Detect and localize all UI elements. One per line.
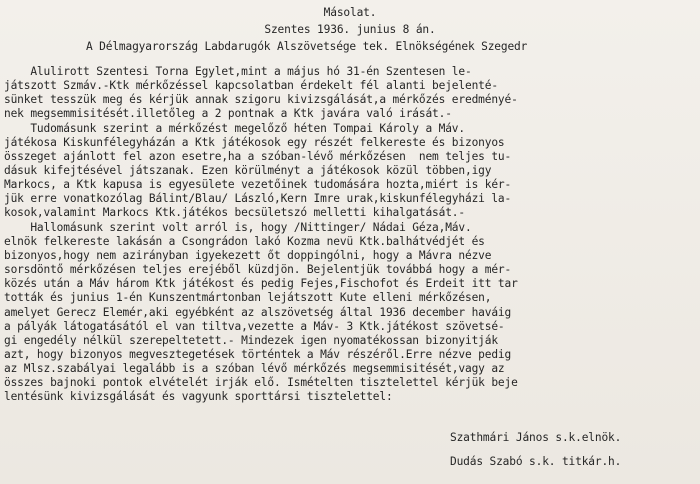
- document-heading: Másolat.: [323, 6, 377, 19]
- body-line: közés után a Máv három Ktk játékost és pedig Fejes,Fischofot és Erdeit itt tar: [4, 277, 518, 290]
- body-line: Alulirott Szentesi Torna Egylet,mint a május hó 31-én Szentesen le-: [4, 65, 472, 78]
- body-line: amelyet Gerecz Elemér,aki egyébként az alszövetség által 1936 december haváig: [4, 306, 512, 319]
- body-line: bizonyos,hogy nem azirányban igyekezett őt doppingólni, hogy a Mávra nézve: [4, 249, 492, 262]
- body-line: összes bajnoki pontok elvételét irják elő. Ismételten tisztelettel kérjük beje: [4, 376, 518, 389]
- body-line: Tudomásunk szerint a mérkőzést megelőző héten Tompai Károly a Máv.: [4, 122, 465, 135]
- body-line: az Mlsz.szabályai legalább is a szóban lévő mérkőzés megsemmisitését,vagy az: [4, 362, 505, 375]
- addressee-line: A Délmagyarország Labdarugók Alszövetsége tek. Elnökségének Szegedr: [86, 40, 528, 53]
- body-line: játékosa Kiskunfélegyházán a Ktk játékosok egy részét felkereste és bizonyos: [4, 136, 505, 149]
- date-line: Szentes 1936. junius 8 án.: [264, 23, 436, 36]
- body-line: elnök felkereste lakásán a Csongrádon lakó Kozma nevü Ktk.balhátvédjét és: [4, 235, 485, 248]
- body-line: gi engedély nélkül szerepeltetett.- Mindezek igen nyomatékossan bizonyitják: [4, 334, 498, 347]
- body-line: játszott Szmáv.-Ktk mérkőzéssel kapcsolatban érdekelt fél alanti bejelenté-: [4, 79, 498, 92]
- body-line: a pályák látogatásától el van tiltva,vezette a Máv- 3 Ktk.játékost szövetsé-: [4, 320, 505, 333]
- body-line: nek megsemmisitését.illetőleg a 2 pontnak a Ktk javára való irását.-: [4, 107, 452, 120]
- signature-president: Szathmári János s.k.elnök.: [450, 431, 622, 444]
- body-line: Hallomásunk szerint volt arról is, hogy /Nittinger/ Nádai Géza,Máv.: [4, 221, 472, 234]
- body-line: lentésünk kivizsgálását és vagyunk sporttársi tisztelettel:: [4, 390, 393, 403]
- body-line: jük erre vonatkozólag Bálint/Blau/ László,Kern Imre urak,kiskunfélegyházi la-: [4, 192, 512, 205]
- signature-secretary: Dudás Szabó s.k. titkár.h.: [450, 455, 622, 468]
- body-line: tották és junius 1-én Kunszentmártonban lejátszott Kute elleni mérkőzésen,: [4, 291, 492, 304]
- body-line: dásuk kifejtésével játszanak. Ezen körülményt a játékosok közül többen,igy: [4, 164, 492, 177]
- body-line: sünket tesszük meg és kérjük annak szigoru kivizsgálását,a mérkőzés eredményé-: [4, 93, 518, 106]
- body-line: kosok,valamint Markocs Ktk.játékos becsületszó melletti kihalgatását.-: [4, 206, 465, 219]
- body-line: sorsdöntő mérkőzésen teljes erejéből küzdjön. Bejelentjük továbbá hogy a mér-: [4, 263, 512, 276]
- body-line: Markocs, a Ktk kapusa is egyesülete vezetőinek tudomására hozta,miért is kér-: [4, 178, 512, 191]
- body-line: összeget ajánlott fel azon esetre,ha a szóban-lévő mérkőzésen nem teljes tu-: [4, 150, 512, 163]
- body-line: azt, hogy bizonyos megvesztegetések történtek a Máv részéről.Erre nézve pedig: [4, 348, 512, 361]
